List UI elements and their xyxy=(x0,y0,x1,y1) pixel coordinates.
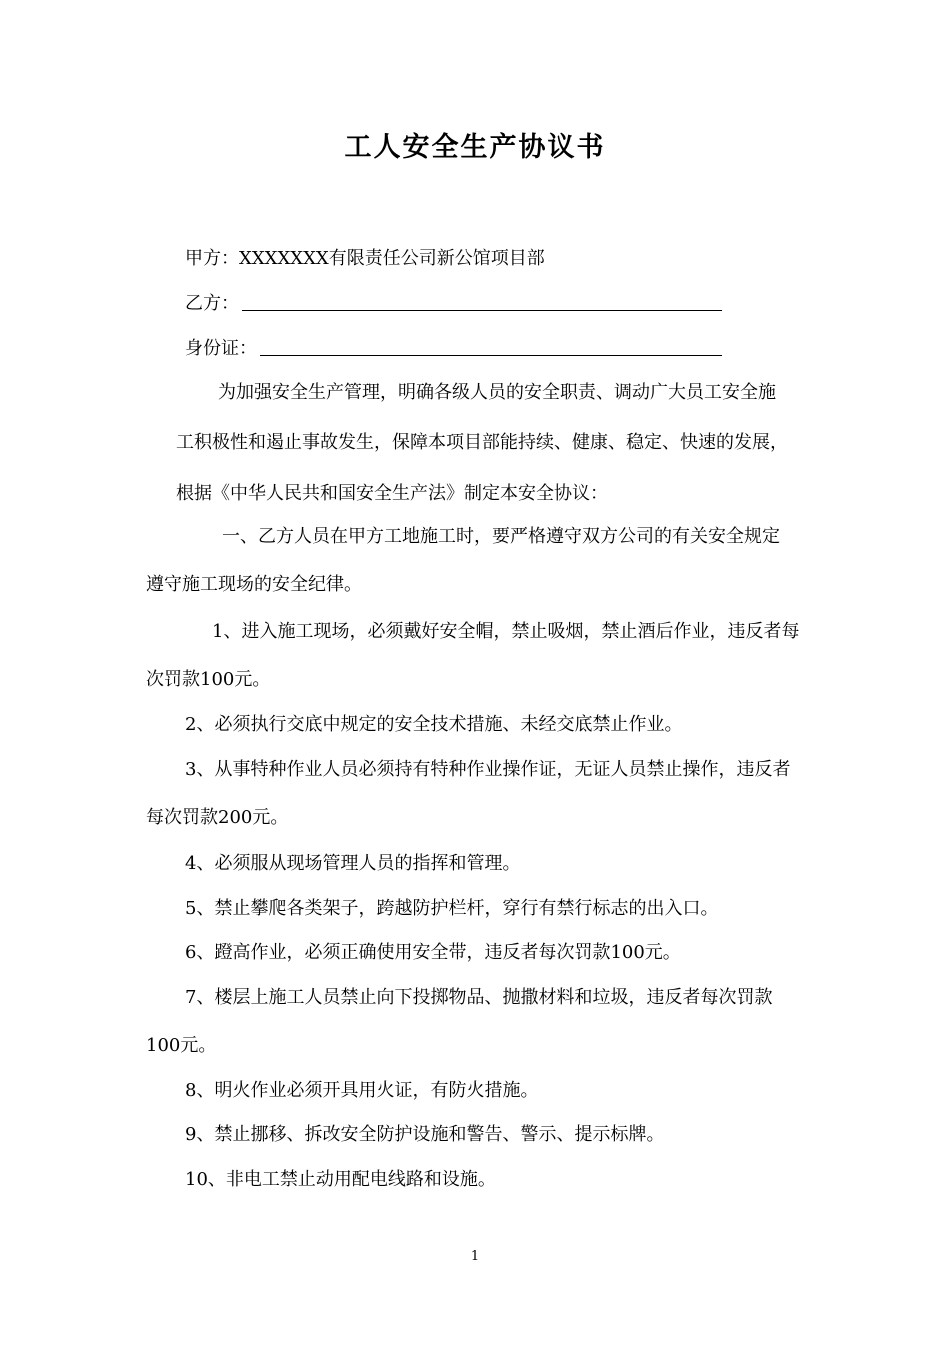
id-blank[interactable] xyxy=(260,355,722,356)
party-b-blank[interactable] xyxy=(242,310,722,311)
rule-line: 8、明火作业必须开具用火证，有防火措施。 xyxy=(185,1080,539,1101)
section1-line-2: 遵守施工现场的安全纪律。 xyxy=(146,574,362,595)
rule-line: 1、进入施工现场，必须戴好安全帽，禁止吸烟，禁止酒后作业，违反者每 xyxy=(212,621,800,642)
rule-line: 100元。 xyxy=(146,1035,217,1056)
rule-line: 每次罚款200元。 xyxy=(146,807,289,828)
intro-line-2: 工积极性和遏止事故发生，保障本项目部能持续、健康、稳定、快速的发展， xyxy=(176,432,788,453)
intro-line-3: 根据《中华人民共和国安全生产法》制定本安全协议： xyxy=(176,483,608,504)
rule-line: 5、禁止攀爬各类架子，跨越防护栏杆，穿行有禁行标志的出入口。 xyxy=(185,898,719,919)
section1-line-1: 一、乙方人员在甲方工地施工时，要严格遵守双方公司的有关安全规定 xyxy=(222,526,780,547)
rule-line: 4、必须服从现场管理人员的指挥和管理。 xyxy=(185,853,521,874)
rule-line: 10、非电工禁止动用配电线路和设施。 xyxy=(185,1169,496,1190)
party-a-line: 甲方：XXXXXXX有限责任公司新公馆项目部 xyxy=(185,248,545,269)
rule-line: 6、蹬高作业，必须正确使用安全带，违反者每次罚款100元。 xyxy=(185,942,681,963)
page-number: 1 xyxy=(470,1249,480,1264)
rule-line: 3、从事特种作业人员必须持有特种作业操作证，无证人员禁止操作，违反者 xyxy=(185,759,791,780)
rule-line: 9、禁止挪移、拆改安全防护设施和警告、警示、提示标牌。 xyxy=(185,1124,665,1145)
rule-line: 7、楼层上施工人员禁止向下投掷物品、抛撒材料和垃圾，违反者每次罚款 xyxy=(185,987,773,1008)
id-label: 身份证： xyxy=(185,338,257,359)
rule-line: 次罚款100元。 xyxy=(146,669,271,690)
rule-line: 2、必须执行交底中规定的安全技术措施、未经交底禁止作业。 xyxy=(185,714,683,735)
party-b-label: 乙方： xyxy=(185,293,239,314)
document-title: 工人安全生产协议书 xyxy=(344,132,606,163)
intro-line-1: 为加强安全生产管理，明确各级人员的安全职责、调动广大员工安全施 xyxy=(218,382,776,403)
